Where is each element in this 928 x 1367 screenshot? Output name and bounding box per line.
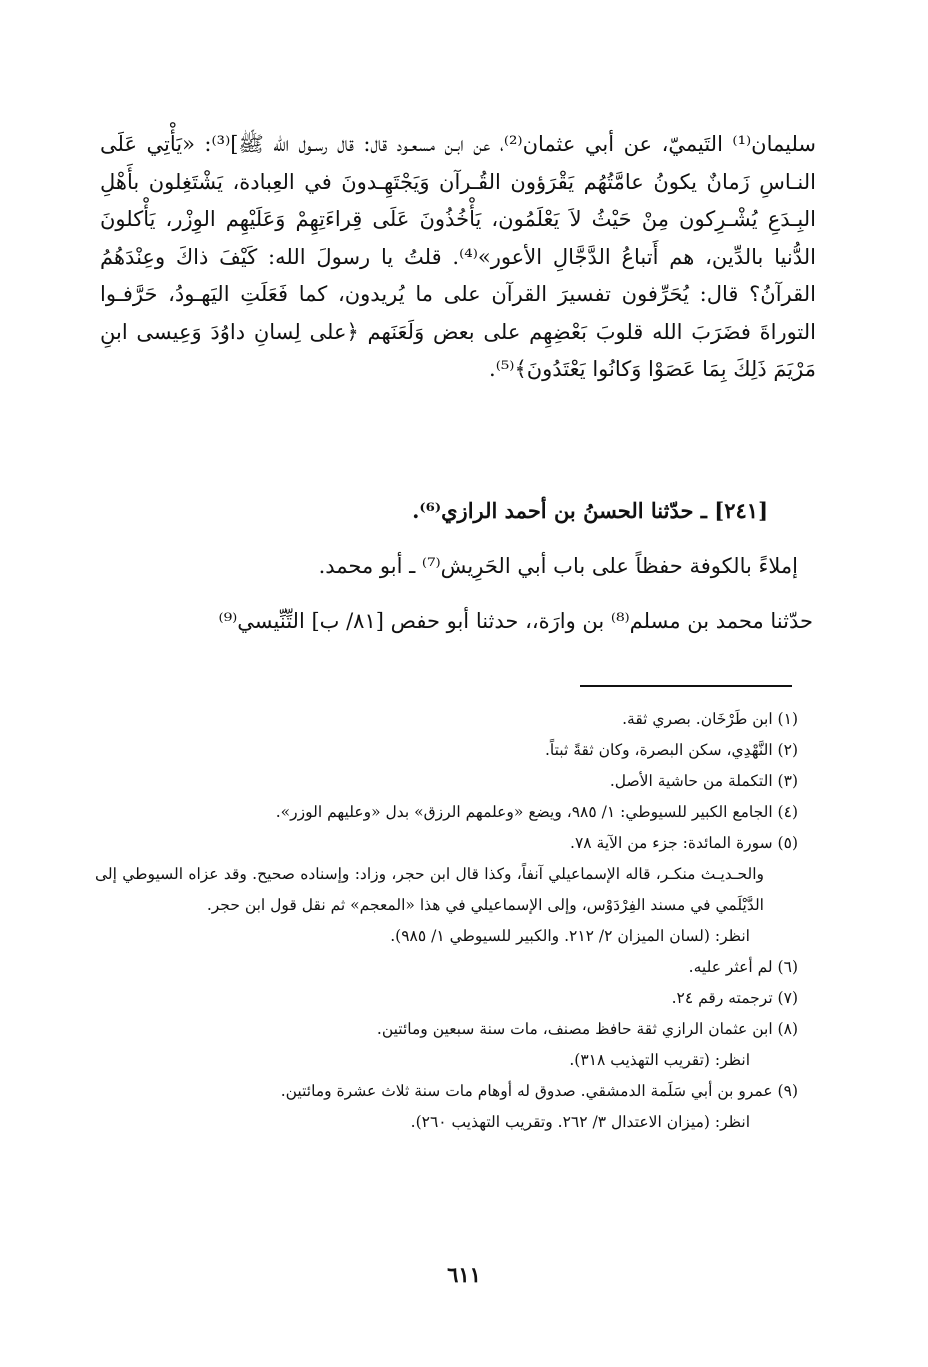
footnote-1: (١) ابن طَرْخَان. بصري ثقة. — [622, 710, 798, 728]
footnote-5-text: والحـديـث منكـر، قاله الإسماعيلي آنفاً، وكذا قال ابن حجر، وزاد: وإسناده صحيح. وقد عزاه السيوطي إلى الدَّيْلَمي في مسند الفِرْدَوْس، وإلى الإسماعيلي في هذا «المعجم» ثم نقل قول ابن حجر. — [95, 865, 764, 914]
footnote-5-reference: انظر: (لسان الميزان ٢/ ٢١٢. والكبير للسيوطي ١/ ٩٨٥). — [390, 927, 750, 945]
footnote-3: (٣) التكملة من حاشية الأصل. — [609, 772, 798, 790]
main-paragraph: سليمان⁽¹⁾ التَيميّ، عن أبي عثمان⁽²⁾، عن ابـن مسعـود قال: قال رسـول الله ﷺ]⁽³⁾: «يَأْتِي عَلَى النـاسِ زَمانٌ يكونُ عامَّتُهُم يَقْرَؤون القُـرآن وَيَجْتَهِـدونَ في العِبادة، يَشْتَغِلون بأَهْلِ البِـدَعِ يُشْـرِكون مِنْ حَيْثُ لاَ يَعْلَمُون، يَأْخُذُونَ عَلَى قِراءَتِهِمْ وَعَلَيْهِم الوِزْر، يَأْكلونَ الدُّنيا بالدِّين، هم أَتباعُ الدَّجَّالِ الأعور»⁽⁴⁾. قلتُ يا رسولَ الله: كَيْفَ ذاكَ وعِنْدَهُمُ القرآنُ؟ قال: يُحَرِّفون تفسيرَ القرآن على ما يُريدون، كما فَعَلَتِ اليَهـودُ، حَرَّفـوا التوراةَ فضَرَبَ الله قلوبَ بَعْضِهِم على بعض وَلَعَنَهم ﴿على لِسانِ داوُدَ وَعِيسى ابنِ مَرْيَمَ ذَلِكَ بِمَا عَصَوْا وَكانُوا يَعْتَدُونَ﴾⁽⁵⁾. — [100, 132, 816, 381]
footnote-8-reference: انظر: (تقريب التهذيب ٣١٨). — [569, 1051, 750, 1069]
footnote-6: (٦) لم أعثر عليه. — [688, 958, 798, 976]
footnotes — [95, 704, 798, 1138]
footnote-8: (٨) ابن عثمان الرازي ثقة حافظ مصنف، مات سنة سبعين ومائتين. — [376, 1020, 798, 1038]
footnote-separator — [580, 685, 792, 687]
hadith-imla-line: إملاءً بالكوفة حفظاً على باب أبي الحَرِيش⁽⁷⁾ ـ أبو محمد. — [318, 554, 798, 578]
footnote-7: (٧) ترجمته رقم ٢٤. — [671, 989, 798, 1007]
footnote-5: (٥) سورة المائدة: جزء من الآية ٧٨. — [570, 834, 798, 852]
footnote-4: (٤) الجامع الكبير للسيوطي: ١/ ٩٨٥، ويضع «وعلمهم الرزق» بدل «وعليهم الوزر». — [275, 803, 798, 821]
page-number: ٦١١ — [447, 1262, 481, 1287]
footnote-9-reference: انظر: (ميزان الاعتدال ٣/ ٢٦٢. وتقريب التهذيب ٢٦٠). — [410, 1113, 750, 1131]
footnote-2: (٢) النَّهْدِي، سكن البصرة، وكان ثقةً ثبتاً. — [544, 741, 798, 759]
footnote-9: (٩) عمرو بن أبي سَلَمة الدمشقي. صدوق له أوهام مات سنة ثلاث عشرة ومائتين. — [280, 1082, 798, 1100]
main-text-block — [100, 126, 816, 389]
hadith-heading: [٢٤١] ـ حدّثنا الحسنُ بن أحمد الرازي⁽⁶⁾. — [412, 498, 768, 523]
hadith-chain-line: حدّثنا محمد بن مسلم⁽⁸⁾ بن وارَة،، حدثنا أبو حفص [٨١/ ب] التِّنِّيسي⁽⁹⁾ — [218, 609, 813, 633]
